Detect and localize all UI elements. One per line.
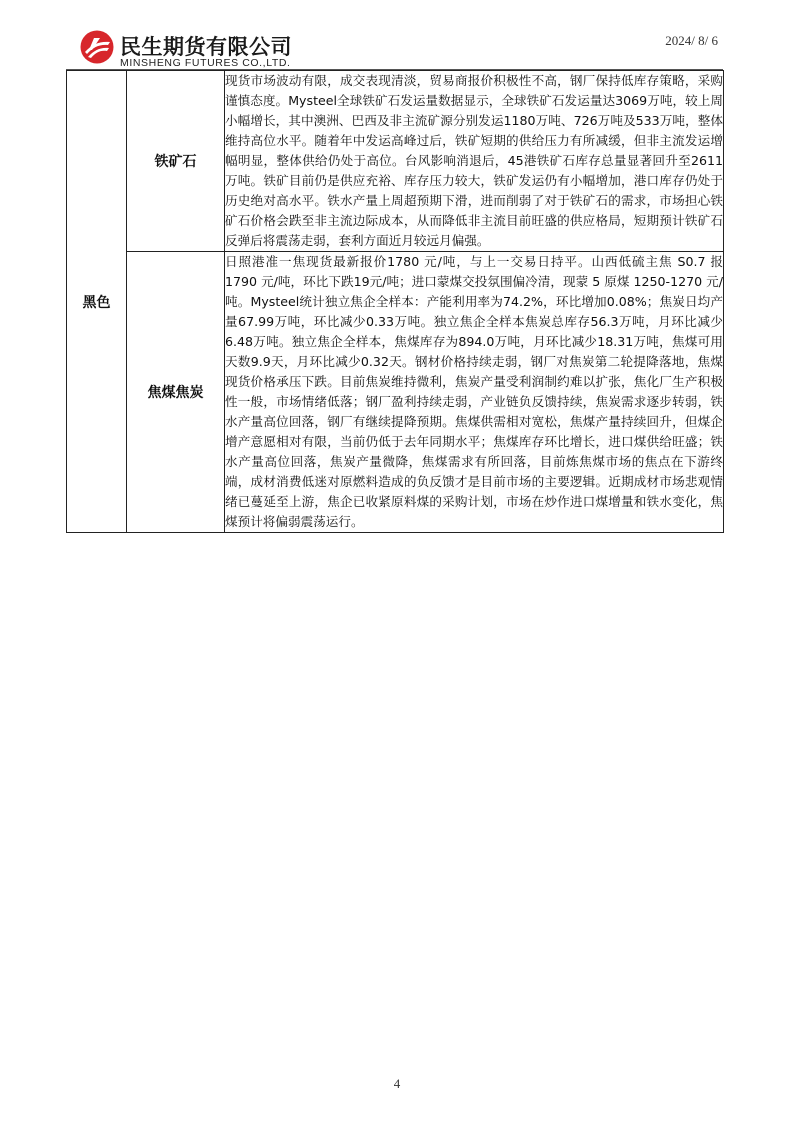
- company-name-cn: 民生期货有限公司: [120, 35, 292, 59]
- commodity-commentary: 日照港准一焦现货最新报价1780 元/吨，与上一交易日持平。山西低硫主焦 S0.7 报 1790 元/吨，环比下跌19元/吨；进口蒙煤交投氛围偏冷清，现蒙 5 原煤 1250-1270 元/吨。Mysteel统计独立焦企全样本：产能利用率为74.2%，环比增加0.08%；焦炭日均产量67.99万吨，环比减少0.33万吨。独立焦企全样本焦炭总库存56.3万吨，月环比减少6.48万吨。独立焦企全样本，焦煤库存为894.0万吨，月环比减少18.31万吨，焦煤可用天数9.9天，月环比减少0.32天。钢材价格持续走弱，钢厂对焦炭第二轮提降落地，焦煤现货价格承压下跌。目前焦炭维持微利，焦炭产量受利润制约难以扩张，焦化厂生产积极性一般，市场情绪低落；钢厂盈利持续走弱，产业链负反馈持续，焦炭需求逐步转弱，铁水产量高位回落，钢厂有继续提降预期。焦煤供需相对宽松，焦煤产量持续回升，但煤企增产意愿相对有限，当前仍低于去年同期水平；焦煤库存环比增长，进口煤供给旺盛；铁水产量高位回落，焦炭产量微降，焦煤需求有所回落，目前炼焦煤市场的焦点在下游终端，成材消费低迷对原燃料造成的负反馈才是目前市场的主要逻辑。近期成材市场悲观情绪已蔓延至上游，焦企已收紧原料煤的采购计划，市场在炒作进口煤增量和铁水变化，焦煤预计将偏弱震荡运行。: [225, 252, 724, 533]
- commodity-commentary: 现货市场波动有限，成交表现清淡，贸易商报价积极性不高，钢厂保持低库存策略，采购谨慎态度。Mysteel全球铁矿石发运量数据显示，全球铁矿石发运量达3069万吨，较上周小幅增长，其中澳洲、巴西及非主流矿源分别发运1180万吨、726万吨及533万吨，整体维持高位水平。随着年中发运高峰过后，铁矿短期的供给压力有所减缓，但非主流发运增幅明显，整体供给仍处于高位。台风影响消退后，45港铁矿石库存总量显著回升至2611万吨。铁矿目前仍是供应充裕、库存压力较大，铁矿发运仍有小幅增加，港口库存仍处于历史绝对高水平。铁水产量上周超预期下滑，进而削弱了对于铁矿石的需求，市场担心铁矿石价格会跌至非主流边际成本，从而降低非主流目前旺盛的供应格局，短期预计铁矿石反弹后将震荡走弱，套利方面近月较远月偏强。: [225, 71, 724, 252]
- table-row: [67, 252, 724, 533]
- company-name-en: MINSHENG FUTURES CO.,LTD.: [120, 57, 291, 69]
- company-logo: [80, 30, 312, 70]
- category-cell: 黑色: [67, 71, 127, 533]
- commodity-table: [66, 70, 724, 533]
- table-row: [67, 71, 724, 252]
- minsheng-logo-icon: [80, 30, 114, 64]
- report-date: 2024/ 8/ 6: [665, 33, 718, 48]
- commodity-name: 焦煤焦炭: [127, 252, 225, 533]
- page-number: 4: [393, 1076, 401, 1091]
- commodity-name: 铁矿石: [127, 71, 225, 252]
